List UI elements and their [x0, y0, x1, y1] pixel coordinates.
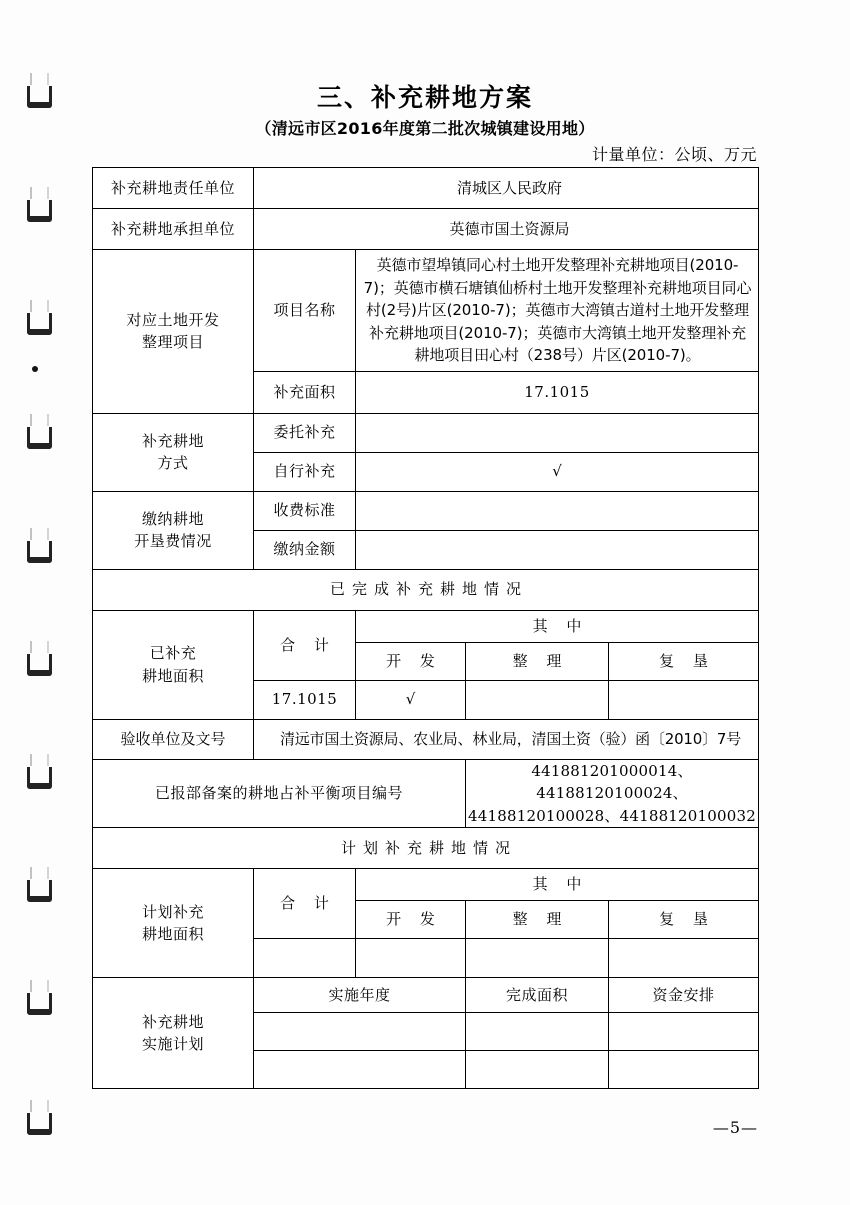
label-line-2: 耕地面积 [141, 925, 204, 943]
label-completed-among: 其 中 [356, 610, 759, 642]
label-responsible-unit: 补充耕地责任单位 [93, 168, 254, 209]
value-implementation-funding [609, 1013, 759, 1051]
value-completed-reclamation [609, 680, 759, 719]
label-line-1: 对应土地开发 [126, 310, 220, 329]
column-header-implementation-year: 实施年度 [254, 978, 466, 1013]
table-row-entrusted-supplement [93, 413, 759, 452]
column-header-planned-reclamation: 复 垦 [609, 901, 759, 939]
label-line-1: 计划补充 [141, 902, 204, 921]
value-project-name: 英德市望埠镇同心村土地开发整理补充耕地项目(2010-7)；英德市横石塘镇仙桥村土地开发整理补充耕地项目同心村(2号)片区(2010-7)；英德市大湾镇古道村土地开发整理补充耕地项目(2010-7)；英德市大湾镇土地开发整理补充耕地项目田心村（238号）片区(2010-7)。 [356, 250, 759, 372]
label-line-1: 缴纳耕地 [141, 509, 204, 528]
column-header-funding: 资金安排 [609, 978, 759, 1013]
label-supplement-area: 补充面积 [254, 371, 356, 413]
label-line-2: 耕地面积 [141, 666, 204, 685]
label-fee-standard: 收费标准 [254, 491, 356, 530]
section-heading-planned: 计划补充耕地情况 [93, 828, 759, 869]
label-land-development-project [93, 250, 254, 414]
label-line-2: 实施计划 [141, 1035, 204, 1053]
label-reclamation-fee [93, 491, 254, 569]
column-header-reclamation: 复 垦 [609, 642, 759, 680]
measurement-unit-note: 计量单位：公顷、万元 [591, 145, 757, 164]
label-completed-area [93, 610, 254, 719]
label-entrusted-supplement: 委托补充 [254, 413, 356, 452]
value-completed-total: 17.1015 [254, 680, 356, 719]
value-planned-reclamation [609, 939, 759, 978]
value-fee-amount [356, 530, 759, 569]
label-undertaking-unit: 补充耕地承担单位 [93, 209, 254, 250]
column-header-development: 开 发 [356, 642, 466, 680]
label-self-supplement: 自行补充 [254, 452, 356, 491]
label-project-name: 项目名称 [254, 250, 356, 372]
supplementary-farmland-plan-table [92, 167, 759, 1089]
section-heading-completed: 已完成补充耕地情况 [93, 569, 759, 610]
value-planned-total [254, 939, 356, 978]
label-fee-amount: 缴纳金额 [254, 530, 356, 569]
binding-mark [27, 993, 52, 1015]
label-line-2: 开垦费情况 [134, 532, 212, 550]
value-acceptance-unit: 清远市国土资源局、农业局、林业局，清国土资（验）函〔2010〕7号 [254, 719, 759, 759]
table-row-responsible-unit [93, 168, 759, 209]
label-line-2: 整理项目 [141, 333, 204, 352]
value-implementation-year [254, 1051, 466, 1089]
label-acceptance-unit: 验收单位及文号 [93, 719, 254, 759]
page-number: —5— [712, 1118, 758, 1137]
table-row-planned-heading [93, 828, 759, 869]
label-line-1: 已补充 [149, 644, 197, 662]
value-supplement-area: 17.1015 [356, 371, 759, 413]
value-implementation-year [254, 1013, 466, 1051]
table-row-acceptance-unit [93, 719, 759, 759]
value-planned-development [356, 939, 466, 978]
value-implementation-area [466, 1051, 609, 1089]
value-responsible-unit: 清城区人民政府 [254, 168, 759, 209]
code-line-2: 44188120100028、44188120100032 [467, 806, 757, 825]
table-row-undertaking-unit [93, 209, 759, 250]
table-row-filed-balance-codes [93, 759, 759, 828]
page-title: 三、补充耕地方案 [316, 83, 533, 112]
label-line-1: 补充耕地 [141, 1012, 204, 1031]
binding-mark [27, 313, 52, 335]
value-entrusted-supplement [356, 413, 759, 452]
table-row-project-name [93, 250, 759, 372]
column-header-completed-area: 完成面积 [466, 978, 609, 1013]
label-planned-area [93, 869, 254, 978]
binding-mark [27, 654, 52, 676]
column-header-planned-development: 开 发 [356, 901, 466, 939]
label-line-1: 补充耕地 [141, 431, 204, 450]
table-row-implementation-headers [93, 978, 759, 1013]
page-subtitle: （清远市区2016年度第二批次城镇建设用地） [255, 119, 595, 138]
binding-marks-artifact [0, 0, 80, 1205]
value-completed-development: √ [356, 680, 466, 719]
table-row-planned-header-among [93, 869, 759, 901]
label-supplement-method [93, 413, 254, 491]
binding-mark [27, 200, 52, 222]
binding-mark [27, 427, 52, 449]
label-filed-balance-codes: 已报部备案的耕地占补平衡项目编号 [93, 759, 466, 828]
table-row-completed-heading [93, 569, 759, 610]
column-header-consolidation: 整 理 [466, 642, 609, 680]
value-filed-balance-codes [466, 759, 759, 828]
label-implementation-plan [93, 978, 254, 1089]
value-completed-consolidation [466, 680, 609, 719]
label-planned-among: 其 中 [356, 869, 759, 901]
binding-mark [27, 880, 52, 902]
binding-mark [27, 767, 52, 789]
value-fee-standard [356, 491, 759, 530]
label-completed-total: 合 计 [254, 610, 356, 680]
code-line-1: 441881201000014、44188120100024、 [531, 761, 693, 802]
value-self-supplement-checkmark: √ [356, 452, 759, 491]
binding-dot [32, 366, 38, 372]
value-implementation-funding [609, 1051, 759, 1089]
binding-mark [27, 541, 52, 563]
value-implementation-area [466, 1013, 609, 1051]
value-planned-consolidation [466, 939, 609, 978]
column-header-planned-consolidation: 整 理 [466, 901, 609, 939]
table-row-fee-standard [93, 491, 759, 530]
table-row-completed-header-among [93, 610, 759, 642]
value-undertaking-unit: 英德市国土资源局 [254, 209, 759, 250]
label-line-2: 方式 [157, 454, 189, 472]
label-planned-total: 合 计 [254, 869, 356, 939]
binding-mark [27, 1113, 52, 1135]
